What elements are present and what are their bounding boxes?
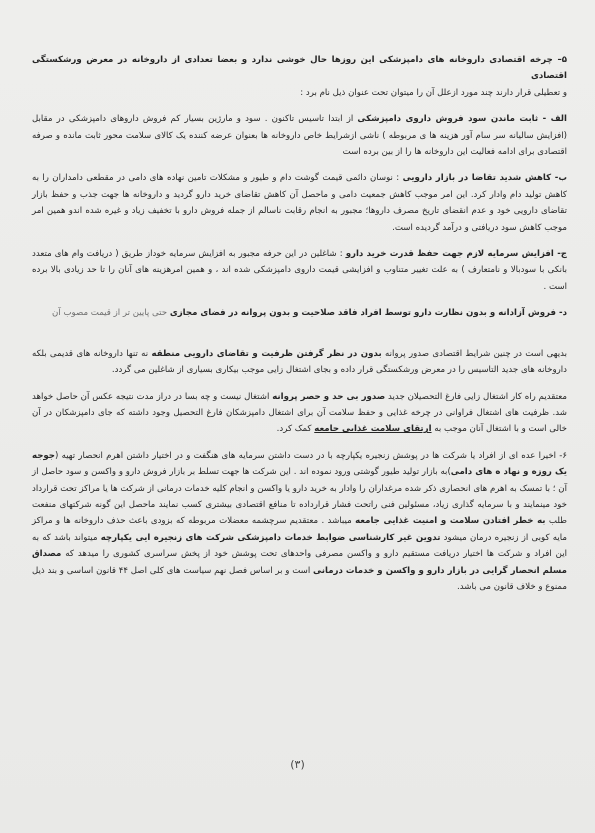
monopoly-emphasis: مصداق مسلم انحصار گرایی در بازار دارو و واکسن و خدمات درمانی [32, 549, 567, 576]
be-text: : نوسان دائمی قیمت گوشت دام و طیور و مشکلات تامین نهاده های دامی در مقطعی دامداران را به کاهش تولید دام وادار کرد. این امر موجب کاهش جمعیت دامی و ماحصل آن کاهش تقاضای خرید دارو گردید و داروخانه ها جهت جذب و حفظ بازار تقاضای دارویی خود و عدم انقضای تاریخ مصرف داروها؛ مجبور به انجام رقابت ناسالم از جمله فروش دارو با تخفیف زیاد و غیره شده اندو همین امر موجب کاهش سود دریافتی و درآمد گردیده است. [32, 173, 567, 233]
capacity-emphasis: بدون در نظر گرفتن ظرفیت و تقاضای دارویی منطقه [151, 348, 382, 359]
section-6: ۶- اخیرا عده ای از افراد یا شرکت ها در پوشش زنجیره یکپارچه با در دست داشتن سرمایه های هنگفت و در اختیار داشتن اهرم انحصار تهیه (جوجه یک روزه و نهاد ه های دامی)به بازار تولید طیور گوشتی ورود نموده اند . این شرکت ها جهت تسلط بر بازار فروش دارو و واکسن و سود حاصل از آن ؛ با تمسک به اهرم های انحصاری ذکر شده مرغداران را وادار به خرید دارو یا واکسن و انجام کلیه خدمات درمانی از شرکت ها یا مراکز تحت قرارداد خود مینمایند و با سرمایه گذاری زیاد، مسئولین فنی راتحت فشار قرارداده تا منافع اقتصادی بیشتری کسب نمایند ماحصل این گونه شرکتهای منفعت طلب به خطر افتادن سلامت و امنیت غذایی جامعه میباشد . معتقدیم سرچشمه معضلات مربوطه که بزودی باعث حذف داروخانه ها و مراکز مایه کوبی از زنجیره درمان میشود تدوین غیر کارشناسی ضوابط خدمات دامپزشکی شرکت های زنجیره ایی یکپارچه میتواند باشد که به این افراد و شرکت ها اختیار دریافت مستقیم دارو و واکسن مصرفی واحدهای تحت پوشش خود از پخش سراسری کشوری را میدهد که مصداق مسلم انحصار گرایی در بازار دارو و واکسن و خدمات درمانی است و بر اساس فصل نهم سیاست های کلی اصل ۴۴ قانون اساسی و بند ذیل ممنوع و خلاف قانون می باشد. [32, 450, 568, 592]
paragraph-jim [32, 246, 567, 295]
dal-heading: د- فروش آزادانه و بدون نظارت دارو توسط افراد فاقد صلاحیت و بدون پروانه در فضای مجازی [169, 308, 567, 319]
paragraph-be [32, 170, 567, 236]
license-emphasis: صدور بی حد و حصر پروانه [272, 391, 386, 402]
jim-heading: ج- افزایش سرمایه لازم جهت حفظ قدرت خرید دارو [345, 249, 567, 260]
paragraph-capacity: بدیهی است در چنین شرایط اقتصادی صدور پروانه بدون در نظر گرفتن ظرفیت و تقاضای دارویی منطقه نه تنها داروخانه های قدیمی بلکه داروخانه های جدید التاسیس را در معرض ورشکستگی قرار داده و بجای اشتغال زایی موجب بیکاری بسیاری از شاغلین می گردد. [32, 348, 568, 376]
section-5-line-2: و تعطیلی قرار دارند چند مورد ازعلل آن را میتوان تحت عنوان ذیل نام برد : [300, 87, 567, 98]
chick-feed-emphasis: جوجه یک روزه و نهاد ه های دامی [32, 450, 567, 478]
document-body [32, 52, 567, 595]
jim-text: : شاغلین در این حرفه مجبور به افزایش سرمایه خوداز طریق ( دریافت وام های متعدد بانکی با سودبالا و نامتعارف ) به علت تغییر متناوب و افزایشی قیمت داروی دامپزشکی شده اند ، و همین امرهزینه های آنان را تا حد زیادی بالا برده است . [32, 249, 567, 292]
section-5-heading [32, 52, 567, 101]
paragraph-alef [32, 111, 567, 160]
regulation-emphasis: تدوین غیر کارشناسی ضوابط خدمات دامپزشکی شرکت های زنجیره ایی یکپارچه [100, 532, 441, 543]
section-5-line-1: ۵– چرخه اقتصادی داروخانه های دامپزشکی این روزها حال خوشی ندارد و بعضا تعدادی از داروخانه در معرض ورشکستگی اقتصادی [32, 55, 567, 82]
paragraph-employment: معتقدیم راه کار اشتغال زایی فارغ التحصیلان جدید صدور بی حد و حصر پروانه اشتغال نیست و چه بسا در دراز مدت نتیجه عکس آن حاصل خواهد شد. ظرفیت های اشتغال فراوانی در چرخه غذایی و حفظ سلامت آن برای اشتغال دامپزشکان فارغ التحصیل وجود داشته که جای دامپزشکان در آن خالی است و با اشتغال آنان موجب به ارتقای سلامت غذایی جامعه کمک کرد. [32, 391, 567, 435]
alef-heading: الف - ثابت ماندن سود فروش داروی دامپزشکی [357, 114, 567, 125]
page-number: (۳) [290, 758, 305, 771]
food-security-emphasis: به خطر افتادن سلامت و امنیت غذایی جامعه [355, 516, 546, 527]
paragraph-dal [32, 305, 567, 321]
dal-text: حتی پایین تر از قیمت مصوب آن [52, 308, 170, 319]
food-health-emphasis: ارتقای سلامت غذایی جامعه [314, 424, 432, 435]
be-heading: ب- کاهش شدید تقاضا در بازار دارویی [402, 173, 567, 184]
alef-text: از ابتدا تاسیس تاکنون . سود و مارژین بسیار کم فروش داروهای دامپزشکی در مقابل (افزایش سالیانه سر سام آور هزینه ها ی مربوطه ) ناشی ازشرایط خاص داروخانه ها بعنوان عرضه کننده یک کالای سلامت محور ثابت مانده و صرفه اقتصادی برای ادامه فعالیت این داروخانه ها را از بین برده است [32, 114, 567, 158]
